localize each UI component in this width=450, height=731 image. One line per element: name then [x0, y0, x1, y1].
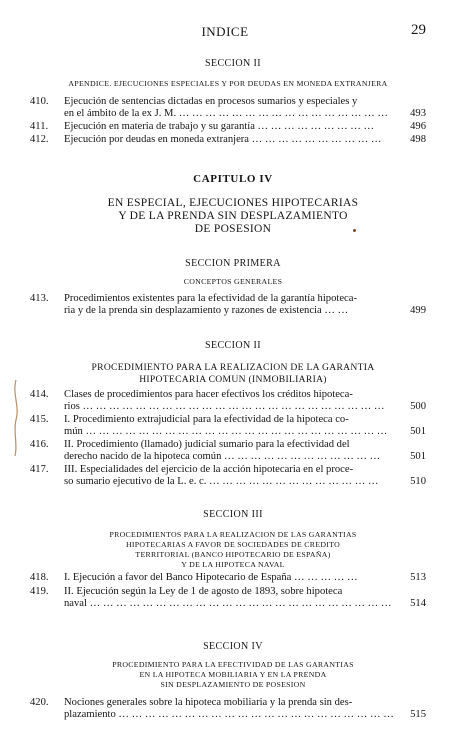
section-title: SECCION III — [203, 509, 263, 520]
chapter-subtitle-line: DE POSESION — [194, 223, 272, 235]
chapter-subtitle-line: Y DE LA PRENDA SIN DESPLAZAMIENTO — [118, 210, 348, 222]
section-title: SECCION PRIMERA — [185, 258, 281, 269]
entry-text: II. Procedimiento (llamado) judicial sumario para la efectividad del — [64, 439, 350, 450]
entry-number: 410. — [30, 96, 49, 107]
entry-text: so sumario ejecutivo de la L. e. c. … … … … … … … … … … … … … — [64, 476, 379, 488]
entry-text: Ejecución por deudas en moneda extranjera … … … … … … … … … … — [64, 134, 382, 145]
entry-number: 419. — [30, 586, 49, 597]
entry-page: 514 — [407, 598, 426, 610]
entry-text: III. Especialidades del ejercicio de la acción hipotecaria en el proce- — [64, 464, 354, 475]
entry-page: 500 — [407, 401, 426, 413]
section-title: SECCION II — [205, 58, 261, 69]
section-subtitle-line: SIN DESPLAZAMIENTO DE POSESION — [160, 680, 306, 689]
section-subtitle-line: HIPOTECARIA COMUN (INMOBILIARIA) — [139, 374, 327, 385]
entry-text: derecho nacido de la hipoteca común … … … … … … … … … … … … — [64, 451, 381, 463]
entry-text: plazamiento … … … … … … … … … … … … … … … … … … … … … — [64, 709, 394, 721]
section-subtitle-line: Y DE LA HIPOTECA NAVAL — [181, 560, 285, 569]
entry-number: 411. — [30, 121, 49, 132]
entry-number: 416. — [30, 439, 49, 450]
entry-text: I. Procedimiento extrajudicial para la efectividad de la hipoteca co- — [64, 414, 349, 425]
section-subtitle: CONCEPTOS GENERALES — [183, 277, 283, 286]
entry-number: 415. — [30, 414, 49, 425]
entry-number: 412. — [30, 134, 49, 145]
entry-text: rios … … … … … … … … … … … … … … … … … … … … … … … — [64, 401, 385, 413]
section-subtitle-line: TERRITORIAL (BANCO HIPOTECARIO DE ESPAÑA) — [135, 550, 331, 559]
page-number: 29 — [411, 22, 426, 38]
entry-page: 493 — [407, 108, 426, 120]
entry-text: Clases de procedimientos para hacer efectivos los créditos hipoteca- — [64, 389, 353, 400]
entry-text: II. Ejecución según la Ley de 1 de agosto de 1893, sobre hipoteca — [64, 586, 343, 597]
entry-text: ria y de la prenda sin desplazamiento y razones de existencia … … — [64, 305, 349, 317]
entry-number: 417. — [30, 464, 49, 475]
entry-page: 498 — [407, 134, 426, 146]
entry-text: Nociones generales sobre la hipoteca mobiliaria y la prenda sin des- — [64, 697, 353, 708]
section-title: SECCION IV — [203, 641, 263, 652]
entry-text: Ejecución de sentencias dictadas en procesos sumarios y especiales y — [64, 96, 358, 107]
entry-number: 420. — [30, 697, 49, 708]
section-subtitle-line: EN LA HIPOTECA MOBILIARIA Y EN LA PRENDA — [139, 670, 327, 679]
ink-spot — [353, 229, 356, 232]
entry-number: 413. — [30, 293, 49, 304]
entry-page: 515 — [407, 709, 426, 721]
entry-text: Ejecución en materia de trabajo y su garantía … … … … … … … … … — [64, 121, 375, 132]
running-header: INDICE — [201, 24, 249, 39]
entry-page: 501 — [407, 451, 426, 463]
section-subtitle — [48, 362, 418, 386]
entry-number: 418. — [30, 572, 49, 583]
chapter-subtitle — [48, 197, 418, 236]
section-subtitle: APENDICE. EJECUCIONES ESPECIALES Y POR DEUDAS EN MONEDA EXTRANJERA — [68, 79, 388, 88]
entry-page: 496 — [407, 121, 426, 133]
entry-text: mún … … … … … … … … … … … … … … … … … … … … … … … — [64, 426, 388, 438]
section-subtitle-line: PROCEDIMIENTO PARA LA REALIZACION DE LA GARANTIA — [91, 362, 375, 373]
section-subtitle-line: PROCEDIMIENTOS PARA LA REALIZACION DE LAS GARANTIAS — [109, 530, 357, 539]
entry-text: Procedimientos existentes para la efectividad de la garantía hipoteca- — [64, 293, 357, 304]
section-subtitle-line: PROCEDIMIENTO PARA LA EFECTIVIDAD DE LAS GARANTIAS — [112, 660, 354, 669]
section-subtitle-line: HIPOTECARIAS A FAVOR DE SOCIEDADES DE CREDITO — [125, 540, 341, 549]
entry-page: 501 — [407, 426, 426, 438]
entry-text: naval … … … … … … … … … … … … … … … … … … … … … … … — [64, 598, 392, 610]
entry-page: 513 — [407, 572, 426, 584]
chapter-subtitle-line: EN ESPECIAL, EJECUCIONES HIPOTECARIAS — [107, 197, 359, 209]
entry-text: I. Ejecución a favor del Banco Hipotecario de España … … … … … — [64, 572, 358, 583]
section-title: SECCION II — [205, 340, 261, 351]
entry-page: 499 — [407, 305, 426, 317]
entry-page: 510 — [407, 476, 426, 488]
chapter-title: CAPITULO IV — [193, 173, 273, 185]
section-subtitle — [48, 660, 418, 690]
entry-text: en el ámbito de la ex J. M. … … … … … … … … … … … … … … … … — [64, 108, 388, 120]
pencil-mark — [10, 378, 22, 458]
section-subtitle — [48, 530, 418, 570]
entry-number: 414. — [30, 389, 49, 400]
